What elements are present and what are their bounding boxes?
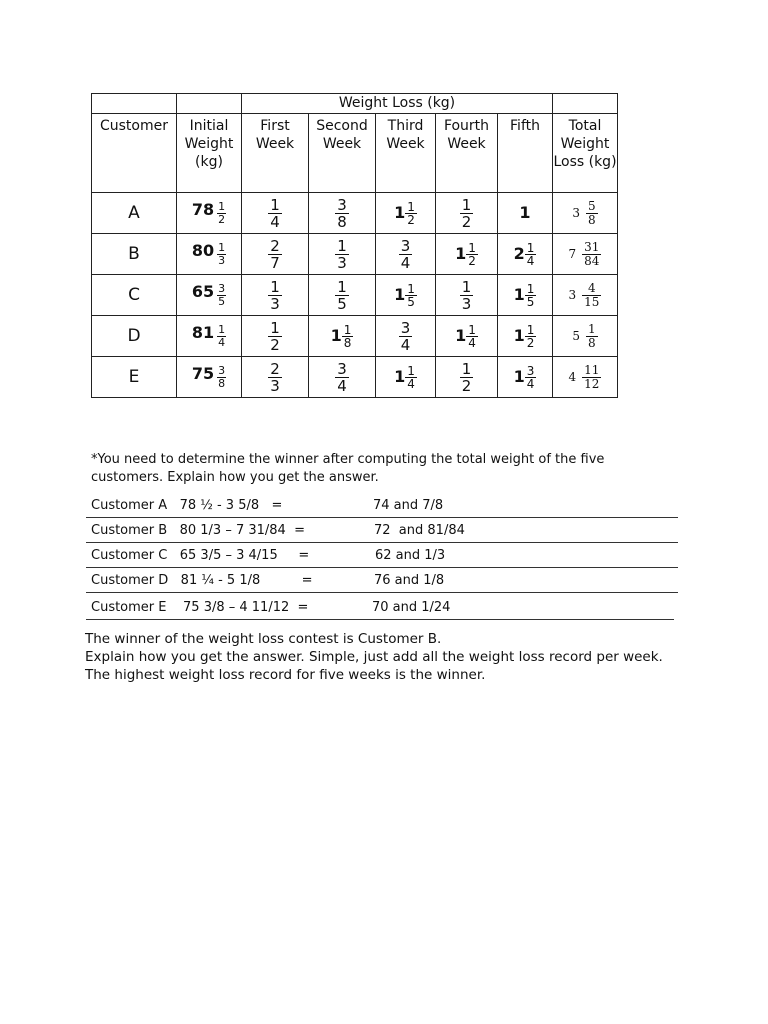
table-row	[92, 234, 618, 275]
header-blank-2	[177, 94, 242, 114]
whole-number: 1	[513, 285, 525, 304]
numerator: 1	[526, 240, 535, 255]
week2-cell	[309, 234, 376, 275]
numerator: 3	[400, 236, 411, 255]
week4-cell	[436, 234, 498, 275]
week4-cell	[436, 316, 498, 357]
table-group-header-row	[92, 94, 618, 114]
denominator: 4	[468, 335, 476, 350]
table-row	[92, 275, 618, 316]
conclusion-line: Explain how you get the answer. Simple, just add all the weight loss record per week.	[85, 649, 663, 665]
initial-weight-cell	[177, 357, 242, 398]
week1-cell	[242, 193, 309, 234]
numerator: 1	[218, 199, 226, 213]
week2-cell	[309, 357, 376, 398]
week4-cell	[436, 193, 498, 234]
whole-number: 2	[513, 244, 525, 263]
denominator: 4	[526, 253, 535, 268]
computation-line	[86, 494, 678, 518]
computation-label: Customer C 65 3/5 – 3 4/15 =	[91, 548, 310, 563]
col-header-total-weight-loss: Total Weight Loss (kg)	[553, 118, 617, 170]
week2-cell	[309, 275, 376, 316]
denominator: 8	[588, 335, 596, 350]
numerator: 1	[270, 195, 280, 214]
initial-weight-cell	[177, 316, 242, 357]
whole-number: 1	[394, 203, 406, 222]
denominator: 4	[400, 335, 411, 354]
whole-number: 78	[191, 199, 215, 219]
computation-line	[86, 569, 678, 593]
week5-cell	[498, 357, 553, 398]
numerator: 1	[218, 240, 226, 254]
whole-number: 1	[455, 244, 467, 263]
computation-result: 70 and 1/24	[372, 600, 451, 615]
total-cell	[553, 357, 618, 398]
denominator: 2	[218, 212, 226, 226]
numerator: 3	[526, 363, 535, 378]
computation-label: Customer B 80 1/3 – 7 31/84 =	[91, 523, 305, 538]
col-header-initial-weight: Initial Weight (kg)	[184, 118, 234, 170]
numerator: 1	[270, 318, 280, 337]
computation-result: 76 and 1/8	[374, 573, 445, 588]
numerator: 1	[468, 322, 476, 337]
numerator: 1	[468, 240, 476, 255]
numerator: 5	[588, 198, 596, 213]
numerator: 1	[526, 281, 535, 296]
numerator: 2	[270, 236, 280, 255]
weight-loss-group-header: Weight Loss (kg)	[242, 94, 553, 114]
customer-cell: A	[92, 193, 177, 234]
whole-number: 75	[191, 363, 215, 383]
numerator: 1	[218, 322, 226, 336]
numerator: 1	[461, 277, 472, 296]
col-header-fourth-week: Fourth Week	[443, 118, 490, 152]
denominator: 84	[584, 253, 600, 268]
denominator: 2	[468, 253, 476, 268]
denominator: 3	[337, 253, 347, 272]
initial-weight-cell	[177, 193, 242, 234]
whole-number: 1	[519, 203, 531, 222]
total-cell	[553, 316, 618, 357]
numerator: 11	[584, 362, 600, 377]
customer-cell: C	[92, 275, 177, 316]
denominator: 5	[407, 294, 415, 309]
week3-cell	[376, 357, 436, 398]
numerator: 1	[461, 195, 472, 214]
week5-cell	[498, 234, 553, 275]
whole-number: 65	[191, 281, 215, 301]
week4-cell	[436, 275, 498, 316]
week1-cell	[242, 316, 309, 357]
whole-number: 81	[191, 322, 215, 342]
week1-cell	[242, 234, 309, 275]
denominator: 4	[526, 376, 535, 391]
denominator: 12	[584, 376, 600, 391]
whole-number: 5	[572, 329, 580, 343]
customer-cell: D	[92, 316, 177, 357]
numerator: 1	[461, 359, 472, 378]
week2-cell	[309, 193, 376, 234]
whole-number: 3	[568, 288, 577, 302]
computation-label: Customer E 75 3/8 – 4 11/12 =	[91, 600, 309, 615]
table-row	[92, 193, 618, 234]
numerator: 2	[270, 359, 280, 378]
computation-result: 62 and 1/3	[375, 548, 446, 563]
denominator: 2	[526, 335, 535, 350]
denominator: 5	[337, 294, 347, 313]
col-header-third-week: Third Week	[386, 118, 425, 152]
table-row	[92, 316, 618, 357]
col-header-second-week: Second Week	[316, 118, 368, 152]
computation-result: 74 and 7/8	[373, 498, 444, 513]
col-header-customer: Customer	[99, 118, 168, 134]
numerator: 3	[218, 363, 226, 377]
numerator: 1	[337, 277, 347, 296]
denominator: 4	[337, 376, 347, 395]
col-header-fifth: Fifth	[510, 118, 540, 134]
denominator: 2	[461, 376, 472, 395]
header-blank-3	[553, 94, 618, 114]
denominator: 8	[343, 335, 352, 350]
whole-number: 1	[394, 285, 406, 304]
total-cell	[553, 234, 618, 275]
whole-number: 3	[572, 206, 580, 220]
denominator: 2	[461, 212, 472, 231]
computation-label: Customer D 81 ¼ - 5 1/8 =	[91, 573, 313, 588]
conclusion-paragraph	[85, 630, 705, 684]
customer-cell: B	[92, 234, 177, 275]
numerator: 31	[584, 239, 600, 254]
numerator: 1	[407, 199, 415, 214]
numerator: 1	[407, 281, 415, 296]
denominator: 7	[270, 253, 280, 272]
week3-cell	[376, 193, 436, 234]
numerator: 3	[400, 318, 411, 337]
numerator: 3	[337, 359, 347, 378]
numerator: 1	[337, 236, 347, 255]
denominator: 4	[270, 212, 280, 231]
whole-number: 1	[394, 367, 406, 386]
denominator: 3	[218, 253, 226, 267]
conclusion-line: The winner of the weight loss contest is Customer B.	[85, 631, 442, 647]
whole-number: 1	[513, 326, 525, 345]
denominator: 4	[400, 253, 411, 272]
whole-number: 1	[330, 326, 342, 345]
week4-cell	[436, 357, 498, 398]
week5-cell	[498, 316, 553, 357]
week1-cell	[242, 357, 309, 398]
week3-cell	[376, 275, 436, 316]
computation-line	[86, 596, 674, 620]
customer-cell: E	[92, 357, 177, 398]
numerator: 1	[407, 363, 415, 378]
computation-label: Customer A 78 ½ - 3 5/8 =	[91, 498, 283, 513]
week3-cell	[376, 316, 436, 357]
whole-number: 4	[568, 370, 577, 384]
initial-weight-cell	[177, 234, 242, 275]
denominator: 2	[407, 212, 415, 227]
numerator: 1	[270, 277, 280, 296]
denominator: 3	[270, 294, 280, 313]
instruction-note: *You need to determine the winner after computing the total weight of the five customers. Explain how you get the answer.	[91, 452, 605, 485]
week5-cell	[498, 193, 553, 234]
col-header-first-week: First Week	[255, 118, 295, 152]
numerator: 1	[343, 322, 352, 337]
whole-number: 80	[191, 240, 215, 260]
denominator: 8	[337, 212, 347, 231]
week3-cell	[376, 234, 436, 275]
denominator: 8	[588, 212, 596, 227]
conclusion-line: The highest weight loss record for five weeks is the winner.	[85, 667, 486, 683]
weight-loss-table	[91, 93, 618, 398]
denominator: 4	[407, 376, 415, 391]
week1-cell	[242, 275, 309, 316]
numerator: 3	[218, 281, 226, 295]
numerator: 4	[587, 280, 596, 295]
numerator: 3	[337, 195, 347, 214]
denominator: 3	[461, 294, 472, 313]
whole-number: 1	[455, 326, 467, 345]
whole-number: 1	[513, 367, 525, 386]
total-cell	[553, 275, 618, 316]
week2-cell	[309, 316, 376, 357]
numerator: 1	[526, 322, 535, 337]
week5-cell	[498, 275, 553, 316]
computation-line	[86, 519, 678, 543]
initial-weight-cell	[177, 275, 242, 316]
denominator: 15	[584, 294, 600, 309]
denominator: 3	[270, 376, 280, 395]
numerator: 1	[588, 321, 596, 336]
computation-result: 72 and 81/84	[374, 523, 465, 538]
denominator: 2	[270, 335, 280, 354]
header-blank-1	[92, 94, 177, 114]
total-cell	[553, 193, 618, 234]
denominator: 8	[218, 376, 226, 390]
denominator: 4	[218, 335, 226, 349]
table-row	[92, 357, 618, 398]
computation-line	[86, 544, 678, 568]
whole-number: 7	[568, 247, 577, 261]
denominator: 5	[526, 294, 535, 309]
table-header-row	[92, 114, 618, 193]
denominator: 5	[218, 294, 226, 308]
